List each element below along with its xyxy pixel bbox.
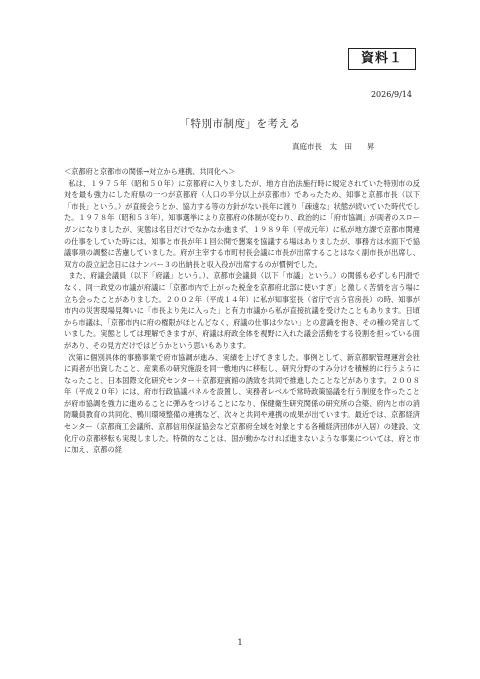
page-number: 1 <box>237 638 243 647</box>
paragraph-3: 次第に個別具体的事務事業で府市協調が進み、実績を上げてきました。事例として、新京都駅管理運営会社に両者が出資したこと、産業系の研究施設を同一敷地内に移転し、研究分野のすみ分けを積極的に行うようになったこと、日本国際文化研究センター＋京都迎賓館の誘致を共同で推進したことなどがあります。２００８年（平成２０年）には、府市行政協議パネルを設置し、実務者レベルで常時政策協議を行う制度を作ったことが府市協調を強力に進めることに弾みをつけることになり、保健衛生研究関係の研究所の合築、府内と市の消防職員教育の共同化、鴨川環境整備の連携など、次々と共同や連携の成果が出ています。最近では、京都経済センター（京都商工会議所、京都信用保証協会など京都府全域を対象とする各種経済団体が入居）の建設、文化庁の京都移転も実現しました。特徴的なことは、国が動かなければ進まないような事業については、府と市に加え、京都の経 <box>64 352 420 455</box>
document-label: 資料１ <box>348 48 416 70</box>
paragraph-1: 私は、１９７５年（昭和５０年）に京都府に入りましたが、地方自治法施行時に規定されていた特別市の反対を最も強力にした府県の一つが京都府（人口の半分以上が京都市）であったため、知事と京都市長（以下「市長」という。）が直接会うとか、協力する等の方針がない長年に渡り「疎遠な」状態が続いていた時代でした。１９７８年（昭和５３年）、知事選挙により京都府の体制が変わり、政治的に「府市協調」が両者のスローガンになりましたが、実態は名目だけでなかなか進まず、１９８９年（平成元年）に私が地方課で京都市関連の仕事をしていた時には、知事と市長が年１回公開で懇案を協議する場はありましたが、事務方は水面下で協議事項の調整に苦慮していました。府が主宰する市町村長会議に市長が出席することはなく副市長が出席し、双方の設立記念日にはナンバー３の出納長と収入役が出席するのが慣例でした。 <box>64 178 420 269</box>
document-date: 2026/9/14 <box>370 90 412 99</box>
document-title: 「特別市制度」を考える <box>179 118 301 130</box>
paragraph-2: また、府議会議員（以下「府議」という。）、京都市会議員（以下「市議」という。）の関係も必ずしも円滑でなく、同一政党の市議が府議に「京都市内で上がった税金を京都府北部に使いすぎ」と激しく苦情を言う場に立ち会ったことがありました。２００２年（平成１４年）に私が知事室長（省庁で言う官房長）の時、知事が市内の災害現場見舞いに「市長より先に入った」と有力市議から私が直接抗議を受けたこともあります。日頃から市議は、「京都市内に府の権限がほとんどなく、府議の仕事は少ない」との意識を抱き、その種の発言していました。実態としては理解できますが、府議は府政全体を視野に入れた議会活動をする役割を担っている面があり、その見方だけではどうかという思いもあります。 <box>64 271 420 350</box>
author-line: 真庭市長 太 田 昇 <box>292 142 375 151</box>
section-heading: ＜京都府と京都市の関係→対立から連携、共同化へ＞ <box>64 167 236 176</box>
document-body <box>64 166 420 456</box>
